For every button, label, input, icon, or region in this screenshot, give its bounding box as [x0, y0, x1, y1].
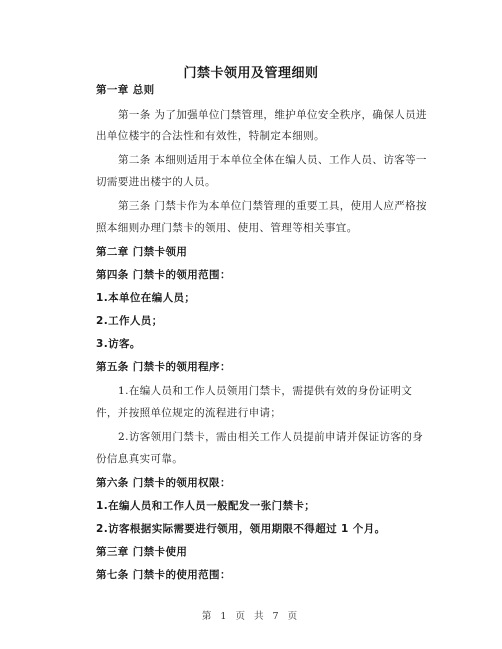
article-5-item-1-line-2: 件，并按照单位规定的流程进行申请；	[96, 407, 282, 419]
article-4-item-1: 1.本单位在编人员；	[96, 292, 196, 304]
page-number: 第 1 页 共 7 页	[201, 611, 301, 622]
document-title: 门禁卡领用及管理细则	[183, 66, 319, 81]
article-2-line-2: 切需要进出楼宇的人员。	[96, 176, 216, 188]
article-5-item-1-line-1: 1.在编人员和工作人员领用门禁卡，需提供有效的身份证明文	[118, 385, 413, 397]
chapter-1-heading: 第一章 总则	[96, 84, 155, 96]
article-1-line-2: 出单位楼宇的合法性和有效性，特制定本细则。	[96, 130, 325, 142]
article-6-heading: 第六条 门禁卡的领用权限：	[96, 477, 231, 489]
article-6-item-1: 1.在编人员和工作人员一般配发一张门禁卡；	[96, 500, 316, 512]
article-4-item-2: 2.工作人员；	[96, 315, 163, 327]
article-7-heading: 第七条 门禁卡的使用范围：	[96, 569, 231, 581]
article-5-item-2-line-1: 2.访客领用门禁卡，需由相关工作人员提前申请并保证访客的身	[118, 431, 424, 443]
article-4-item-3: 3.访客。	[96, 338, 141, 350]
chapter-2-heading: 第二章 门禁卡领用	[96, 246, 188, 258]
article-3-line-1: 第三条 门禁卡作为本单位门禁管理的重要工具，使用人应严格按	[118, 200, 427, 212]
article-5-heading: 第五条 门禁卡的领用程序：	[96, 361, 231, 373]
article-1-line-1: 第一条 为了加强单位门禁管理，维护单位安全秩序，确保人员进	[118, 109, 427, 121]
chapter-3-heading: 第三章 门禁卡使用	[96, 546, 188, 558]
article-6-item-2: 2.访客根据实际需要进行领用，领用期限不得超过 1 个月。	[96, 523, 386, 535]
article-3-line-2: 照本细则办理门禁卡的领用、使用、管理等相关事宜。	[96, 222, 358, 234]
article-5-item-2-line-2: 份信息真实可靠。	[96, 453, 184, 465]
article-2-line-1: 第二条 本细则适用于本单位全体在编人员、工作人员、访客等一	[118, 154, 427, 166]
article-4-heading: 第四条 门禁卡的领用范围：	[96, 269, 231, 281]
